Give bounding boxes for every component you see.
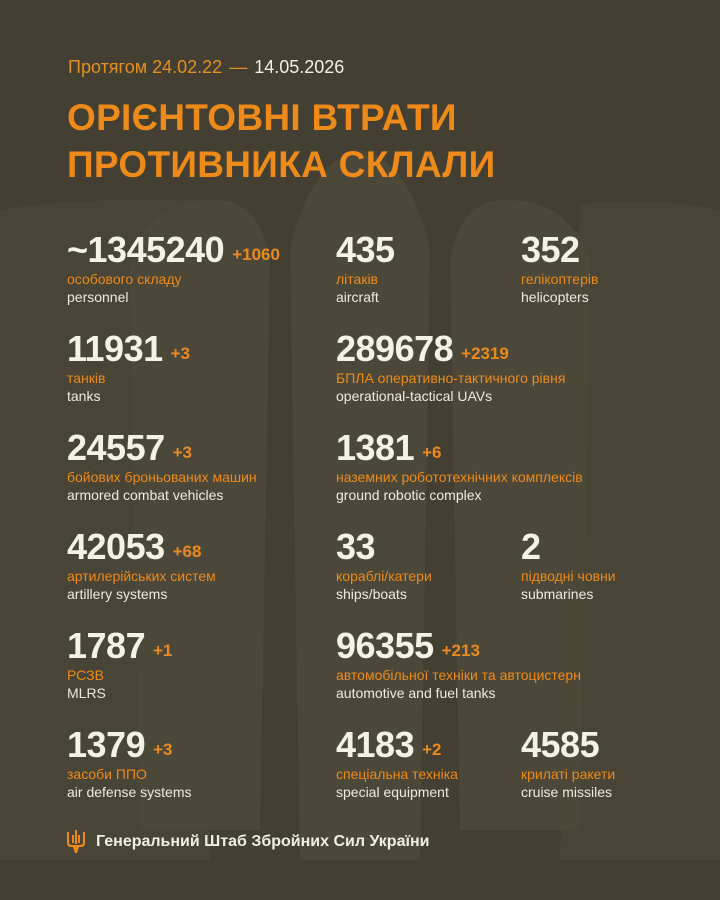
page-title	[67, 94, 495, 188]
trident-icon	[66, 830, 86, 854]
stat-ships	[336, 527, 432, 603]
stat-label-en: submarines	[521, 586, 594, 602]
stat-mlrs	[67, 626, 172, 702]
stat-label-en: cruise missiles	[521, 784, 613, 800]
stat-automotive	[336, 626, 581, 702]
stat-personnel	[67, 230, 280, 306]
stat-value: 33	[336, 526, 376, 567]
stat-value: 4585	[521, 724, 600, 765]
stat-label-ua: особового складу	[67, 271, 182, 287]
stat-delta: +3	[172, 443, 192, 462]
period-start: Протягом 24.02.22	[68, 57, 223, 77]
stat-label-ua: автомобільної техніки та автоцистерн	[336, 667, 581, 683]
stat-label-en: artillery systems	[67, 586, 168, 602]
organization-name: Генеральний Штаб Збройних Сил України	[96, 833, 430, 850]
stat-label-en: ground robotic complex	[336, 487, 482, 503]
stat-label-ua: БПЛА оперативно-тактичного рівня	[336, 370, 566, 386]
stat-label-ua: РСЗВ	[67, 667, 104, 683]
stat-label-ua: бойових броньованих машин	[67, 469, 257, 485]
title-line-1: ОРІЄНТОВНІ ВТРАТИ	[67, 97, 457, 138]
stat-value: 24557	[67, 427, 165, 468]
stat-label-en: MLRS	[67, 685, 106, 701]
stat-value: 435	[336, 229, 395, 270]
stat-label-en: tanks	[67, 388, 101, 404]
stat-label-ua: кораблі/катери	[336, 568, 432, 584]
stat-value: 1381	[336, 427, 415, 468]
stat-delta: +213	[441, 641, 480, 660]
stat-label-en: aircraft	[336, 289, 379, 305]
stat-value: 289678	[336, 328, 454, 369]
stat-delta: +2	[422, 740, 442, 759]
stat-value: ~1345240	[67, 229, 225, 270]
stat-label-en: helicopters	[521, 289, 589, 305]
stat-value: 1787	[67, 625, 146, 666]
stat-value: 1379	[67, 724, 146, 765]
stat-armored-vehicles	[67, 428, 257, 504]
stat-value: 352	[521, 229, 580, 270]
stat-artillery	[67, 527, 216, 603]
stat-value: 96355	[336, 625, 434, 666]
stat-label-ua: наземних робототехнічних комплексів	[336, 469, 583, 485]
stat-tanks	[67, 329, 190, 405]
stat-label-ua: підводні човни	[521, 568, 616, 584]
stat-label-ua: засоби ППО	[67, 766, 147, 782]
period-end: 14.05.2026	[254, 57, 345, 77]
stat-value: 2	[521, 526, 541, 567]
stat-label-en: ships/boats	[336, 586, 407, 602]
stat-submarines	[521, 527, 616, 603]
stat-label-en: special equipment	[336, 784, 449, 800]
stat-label-ua: гелікоптерів	[521, 271, 599, 287]
stat-value: 11931	[67, 328, 163, 369]
period-separator: —	[229, 57, 248, 77]
stat-label-en: automotive and fuel tanks	[336, 685, 496, 701]
stat-aircraft	[336, 230, 395, 306]
stat-delta: +3	[153, 740, 173, 759]
stat-label-ua: крилаті ракети	[521, 766, 616, 782]
stat-label-en: personnel	[67, 289, 129, 305]
stat-label-ua: артилерійських систем	[67, 568, 216, 584]
stat-uavs	[336, 329, 565, 405]
footer	[66, 830, 429, 854]
period-line	[68, 57, 344, 78]
stat-delta: +6	[422, 443, 442, 462]
stat-value: 42053	[67, 526, 165, 567]
stat-label-ua: спеціальна техніка	[336, 766, 458, 782]
stat-delta: +1	[153, 641, 173, 660]
stat-ground-robotic	[336, 428, 583, 504]
stat-special-equipment	[336, 725, 458, 801]
stat-delta: +3	[170, 344, 191, 363]
stat-label-ua: літаків	[336, 271, 378, 287]
stat-delta: +1060	[232, 245, 280, 264]
stat-label-en: armored combat vehicles	[67, 487, 224, 503]
stat-air-defense	[67, 725, 192, 801]
stat-delta: +2319	[461, 344, 509, 363]
stat-label-en: air defense systems	[67, 784, 192, 800]
stat-value: 4183	[336, 724, 415, 765]
stat-delta: +68	[172, 542, 202, 561]
stat-cruise-missiles	[521, 725, 615, 801]
stat-label-ua: танків	[67, 370, 106, 386]
stat-label-en: operational-tactical UAVs	[336, 388, 493, 404]
title-line-2: ПРОТИВНИКА СКЛАЛИ	[67, 144, 496, 185]
stat-helicopters	[521, 230, 598, 306]
